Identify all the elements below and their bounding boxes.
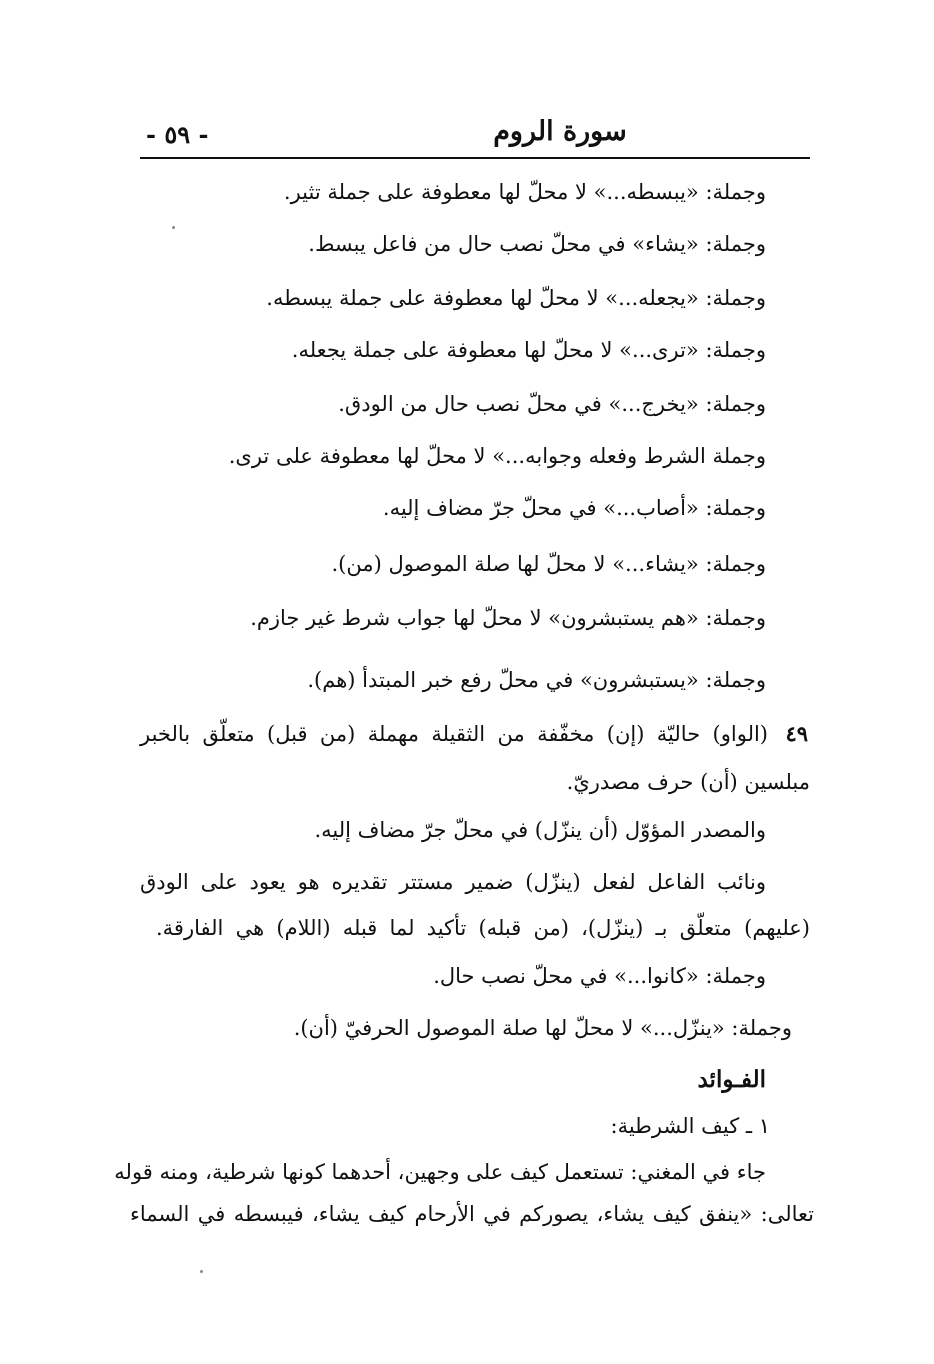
page-number: - ٥٩ - xyxy=(146,120,209,149)
text-line-11: (الواو) حاليّة (إن) مخفّفة من الثقيلة مهملة (من قبل) متعلّق بالخبر xyxy=(140,722,768,746)
text-line-10: وجملة: «يستبشرون» في محلّ رفع خبر المبتدأ (هم). xyxy=(307,668,766,692)
text-line-4: وجملة: «ترى...» لا محلّ لها معطوفة على جملة يجعله. xyxy=(291,338,766,362)
subheading: ١ ـ كيف الشرطية: xyxy=(610,1114,770,1138)
text-line-13: والمصدر المؤوّل (أن ينزّل) في محلّ جرّ مضاف إليه. xyxy=(314,818,766,842)
paper-speck xyxy=(172,226,175,229)
text-line-15: (عليهم) متعلّق بـ (ينزّل)، (من قبله) تأكيد لما قبله (اللام) هي الفارقة. xyxy=(156,916,810,940)
text-line-8: وجملة: «يشاء...» لا محلّ لها صلة الموصول (من). xyxy=(331,552,766,576)
text-line-9: وجملة: «هم يستبشرون» لا محلّ لها جواب شرط غير جازم. xyxy=(250,606,766,630)
section-heading: الفـوائد xyxy=(697,1066,766,1093)
text-line-6: وجملة الشرط وفعله وجوابه...» لا محلّ لها معطوفة على ترى. xyxy=(228,444,766,468)
text-line-12: مبلسين (أن) حرف مصدريّ. xyxy=(566,770,810,794)
text-line-7: وجملة: «أصاب...» في محلّ جرّ مضاف إليه. xyxy=(382,496,766,520)
header-rule xyxy=(140,157,810,159)
text-line-2: وجملة: «يشاء» في محلّ نصب حال من فاعل يبسط. xyxy=(308,232,766,256)
text-line-17: وجملة: «ينزّل...» لا محلّ لها صلة الموصول الحرفيّ (أن). xyxy=(293,1016,792,1040)
text-line-19: تعالى: «ينفق كيف يشاء، يصوركم في الأرحام كيف يشاء، فيبسطه في السماء xyxy=(130,1202,814,1226)
text-line-16: وجملة: «كانوا...» في محلّ نصب حال. xyxy=(433,964,766,988)
paper-speck xyxy=(200,1270,203,1273)
text-line-14: ونائب الفاعل لفعل (ينزّل) ضمير مستتر تقديره هو يعود على الودق xyxy=(140,870,766,894)
surah-title: سورة الروم xyxy=(493,116,627,147)
text-line-1: وجملة: «يبسطه...» لا محلّ لها معطوفة على جملة تثير. xyxy=(283,180,766,204)
text-line-18: جاء في المغني: تستعمل كيف على وجهين، أحدهما كونها شرطية، ومنه قوله xyxy=(114,1160,766,1184)
page-header xyxy=(140,110,810,158)
text-line-5: وجملة: «يخرج...» في محلّ نصب حال من الودق. xyxy=(338,392,766,416)
verse-marker: ٤٩ xyxy=(785,721,808,746)
text-line-3: وجملة: «يجعله...» لا محلّ لها معطوفة على جملة يبسطه. xyxy=(266,286,766,310)
